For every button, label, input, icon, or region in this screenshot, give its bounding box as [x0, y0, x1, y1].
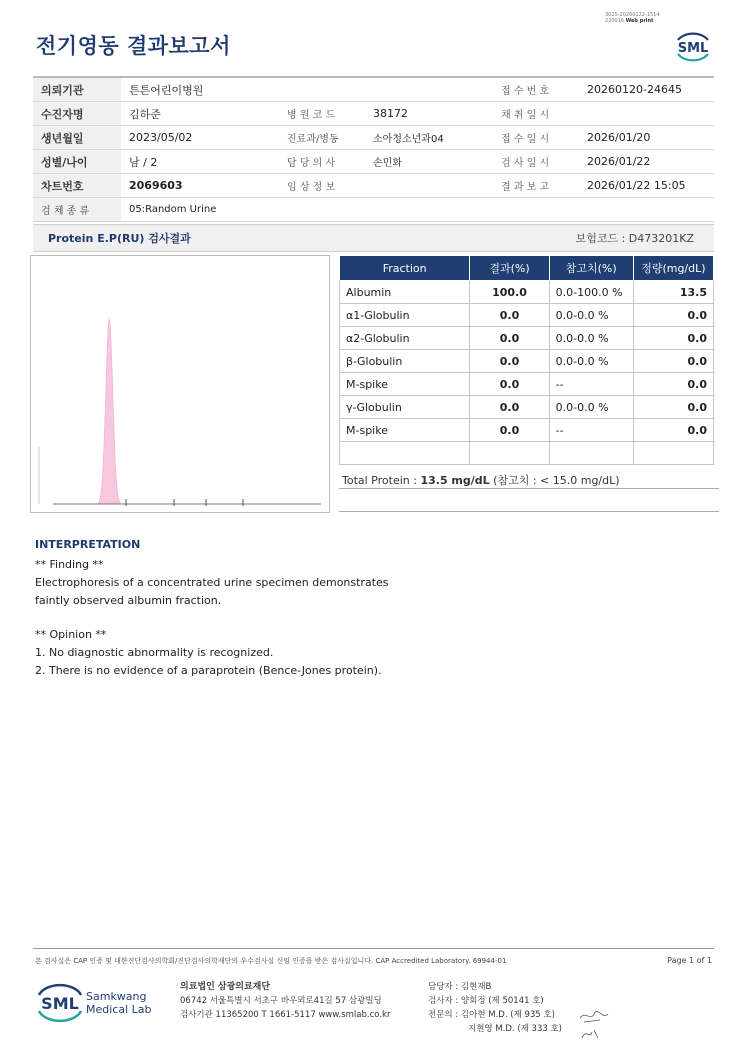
report-title: 전기영동 결과보고서: [36, 34, 231, 58]
clinical-value: [365, 174, 493, 198]
quant-value: 0.0: [633, 350, 713, 373]
insurance-code: 보험코드 : D473201KZ: [575, 232, 694, 245]
table-row: [340, 442, 714, 465]
staff-tester: 검사자 : 양회정 (제 50141 호): [428, 996, 544, 1006]
quant-value: 0.0: [633, 327, 713, 350]
samkwang-logo-icon: [36, 980, 156, 1026]
webprint-code: 220016: [605, 18, 625, 24]
finding-label: ** Finding **: [35, 558, 104, 571]
electrophoresis-plot: [31, 256, 329, 512]
ref-range: [549, 442, 633, 465]
dob-label: 생년월일: [33, 126, 121, 150]
org-contact: 검사기관 11365200 T 1661-5117 www.smlab.co.kr: [180, 1010, 391, 1020]
section-title: Protein E.P(RU) 검사결과: [48, 232, 191, 245]
logo-text: SML: [41, 994, 79, 1013]
interpretation-body: [35, 556, 555, 680]
ref-range: --: [549, 419, 633, 442]
fraction-name: γ-Globulin: [340, 396, 470, 419]
webprint-id: 3025-20260122-1514: [605, 12, 660, 18]
fraction-name: β-Globulin: [340, 350, 470, 373]
total-prefix: Total Protein :: [342, 474, 421, 487]
quant-value: 0.0: [633, 373, 713, 396]
ref-range: 0.0-0.0 %: [549, 327, 633, 350]
table-row: [340, 281, 714, 304]
footer-divider: [33, 948, 714, 949]
fraction-name: [340, 442, 470, 465]
total-value: 13.5 mg/dL: [420, 474, 490, 487]
table-row: [340, 419, 714, 442]
result-value: 0.0: [470, 327, 549, 350]
collect-label: 채 취 일 시: [493, 102, 579, 126]
col-quant: 정량(mg/dL): [633, 256, 713, 281]
fraction-name: M-spike: [340, 419, 470, 442]
ref-range: 0.0-0.0 %: [549, 304, 633, 327]
chart-label: 차트번호: [33, 174, 121, 198]
quant-value: 13.5: [633, 281, 713, 304]
collect-value: [579, 102, 714, 126]
rcpt-no-label: 접 수 번 호: [493, 77, 579, 102]
logo-line1: Samkwang: [86, 990, 147, 1003]
webprint-stamp: [605, 12, 685, 24]
doctor-label: 담 당 의 사: [279, 150, 365, 174]
result-value: 0.0: [470, 350, 549, 373]
result-value: 0.0: [470, 419, 549, 442]
quant-value: 0.0: [633, 419, 713, 442]
org-address: 06742 서울특별시 서초구 바우뫼로41길 57 삼광빌딩: [180, 996, 382, 1006]
col-ref: 참고치(%): [549, 256, 633, 281]
ref-range: --: [549, 373, 633, 396]
org-name: 의료법인 삼광의료재단: [180, 982, 271, 992]
quant-value: 0.0: [633, 304, 713, 327]
logo-line2: Medical Lab: [86, 1003, 152, 1016]
result-value: 0.0: [470, 373, 549, 396]
fraction-name: α1-Globulin: [340, 304, 470, 327]
test-date-value: 2026/01/22: [579, 150, 714, 174]
col-fraction: Fraction: [340, 256, 470, 281]
finding-line: Electrophoresis of a concentrated urine specimen demonstrates: [35, 576, 389, 589]
result-value: [470, 442, 549, 465]
finding-line: faintly observed albumin fraction.: [35, 594, 222, 607]
divider: [339, 488, 719, 489]
electrophoresis-chart: [30, 255, 330, 513]
report-value: 2026/01/22 15:05: [579, 174, 714, 198]
sex-value: 남 / 2: [121, 150, 279, 174]
chart-value: 2069603: [121, 174, 279, 198]
table-row: [340, 304, 714, 327]
total-protein: [342, 472, 620, 488]
fraction-name: M-spike: [340, 373, 470, 396]
patient-label: 수진자명: [33, 102, 121, 126]
req-org-label: 의뢰기관: [33, 77, 121, 102]
fraction-name: Albumin: [340, 281, 470, 304]
patient-value: 김하준: [121, 102, 279, 126]
specimen-label: 검 체 종 류: [33, 198, 121, 222]
opinion-label: ** Opinion **: [35, 628, 107, 641]
staff-specialist: 전문의 : 김아현 M.D. (제 935 호): [428, 1010, 555, 1020]
req-org-value: 튼튼어린이병원: [121, 77, 493, 102]
dob-value: 2023/05/02: [121, 126, 279, 150]
result-value: 0.0: [470, 304, 549, 327]
divider: [339, 511, 719, 512]
clinical-label: 임 상 정 보: [279, 174, 365, 198]
sml-logo-icon: [672, 26, 714, 66]
fraction-table: [339, 255, 714, 465]
table-row: [340, 350, 714, 373]
col-result: 결과(%): [470, 256, 549, 281]
opinion-line: 1. No diagnostic abnormality is recognized.: [35, 646, 274, 659]
ref-range: 0.0-0.0 %: [549, 396, 633, 419]
interpretation-heading: INTERPRETATION: [35, 538, 141, 551]
svg-text:SML: SML: [677, 41, 709, 56]
staff-specialist-2: 지현영 M.D. (제 333 호): [468, 1024, 563, 1034]
patient-info-table: [33, 76, 714, 222]
dept-value: 소아청소년과04: [365, 126, 493, 150]
organization-info: [180, 980, 390, 1022]
dept-label: 진료과/병동: [279, 126, 365, 150]
fraction-name: α2-Globulin: [340, 327, 470, 350]
rcpt-date-label: 접 수 일 시: [493, 126, 579, 150]
sex-label: 성별/나이: [33, 150, 121, 174]
quant-value: 0.0: [633, 396, 713, 419]
signature-icon: [578, 1008, 618, 1042]
staff-info: [428, 980, 562, 1036]
report-label: 결 과 보 고: [493, 174, 579, 198]
hosp-code-label: 병 원 코 드: [279, 102, 365, 126]
total-ref: (참고치 : < 15.0 mg/dL): [489, 474, 620, 487]
staff-manager: 담당자 : 김현재B: [428, 982, 492, 992]
opinion-line: 2. There is no evidence of a paraprotein (Bence-Jones protein).: [35, 664, 382, 677]
result-value: 0.0: [470, 396, 549, 419]
rcpt-date-value: 2026/01/20: [579, 126, 714, 150]
ref-range: 0.0-100.0 %: [549, 281, 633, 304]
result-value: 100.0: [470, 281, 549, 304]
table-row: [340, 327, 714, 350]
doctor-value: 손민화: [365, 150, 493, 174]
albumin-peak: [98, 318, 120, 504]
rcpt-no-value: 20260120-24645: [579, 77, 714, 102]
cert-notice: 본 검사실은 CAP 인증 및 대한진단검사의학회/진단검사의학재단의 우수검사실 신임 인증을 받은 검사실입니다. CAP Accredited Laboratory. 69944-01: [35, 957, 507, 965]
page-number: Page 1 of 1: [667, 956, 712, 965]
test-date-label: 검 사 일 시: [493, 150, 579, 174]
table-row: [340, 396, 714, 419]
hosp-code-value: 38172: [365, 102, 493, 126]
specimen-value: 05:Random Urine: [121, 198, 714, 222]
quant-value: [633, 442, 713, 465]
table-row: [340, 373, 714, 396]
ref-range: 0.0-0.0 %: [549, 350, 633, 373]
webprint-label: Web print: [625, 18, 654, 24]
